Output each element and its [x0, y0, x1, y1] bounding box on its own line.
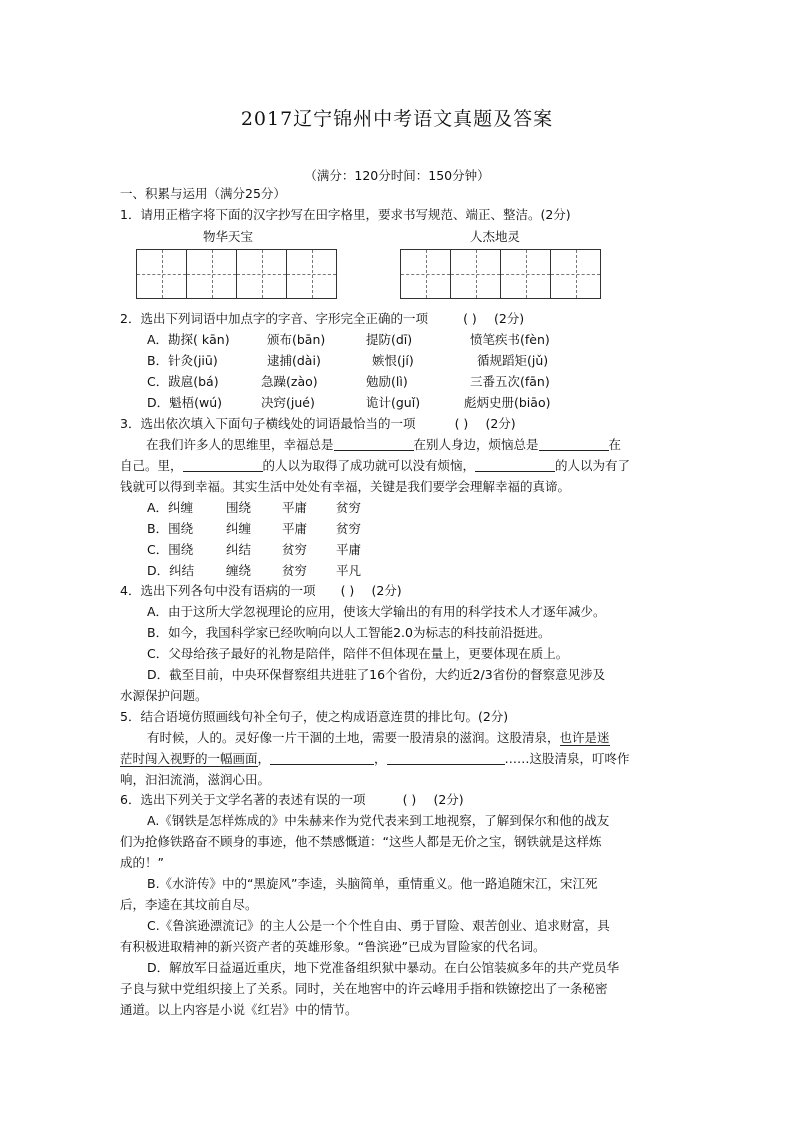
fill-blank[interactable] — [334, 436, 414, 451]
passage-text: 在 — [608, 437, 622, 452]
answer-paren[interactable]: ( ) — [463, 311, 477, 326]
q5-stem: 5．结合语境仿照画线句补全句子，使之构成语意连贯的排比句。(2分) — [120, 709, 509, 724]
answer-paren[interactable]: ( ) — [454, 416, 469, 431]
q3-passage-line-1 — [146, 436, 621, 454]
q6-stem — [120, 791, 464, 809]
underlined-text: 茫时闯入视野的一幅画面 — [120, 751, 258, 766]
q2-option-a-3: 提防(dī) — [366, 332, 413, 347]
q3-option-c-3: 贫穷 — [282, 542, 308, 557]
q6-option-a: A.《钢铁是怎样炼成的》中朱赫来作为党代表来到工地视察，了解到保尔和他的战友 — [147, 813, 610, 828]
q3-option-d-4: 平凡 — [336, 563, 362, 578]
grid-cell[interactable] — [286, 249, 337, 299]
grid-cell[interactable] — [550, 249, 601, 299]
q2-option-d-3: 诡计(guǐ) — [366, 395, 421, 410]
q2-option-b-4: 循规蹈矩(jǔ) — [477, 353, 549, 368]
q4-stem — [120, 582, 402, 600]
q3-stem-text: 3．选出依次填入下面句子横线处的词语最恰当的一项 — [120, 416, 416, 431]
writing-grid-right[interactable] — [400, 249, 600, 299]
q2-option-b-1: B．针灸(jiū) — [147, 353, 218, 368]
q6-score: (2分) — [433, 792, 464, 807]
passage-text: 的人以为有了 — [555, 458, 631, 473]
answer-paren[interactable]: ( ) — [402, 792, 417, 807]
q5-line-2 — [120, 750, 630, 768]
passage-text: 在别人身边，烦恼总是 — [413, 437, 539, 452]
passage-text: 有时候，人的。灵好像一片干涸的土地，需要一股清泉的滋润。这股清泉， — [147, 730, 560, 745]
page-title: 2017辽宁锦州中考语文真题及答案 — [240, 108, 554, 130]
passage-text: 自己。里， — [120, 458, 183, 473]
passage-text: ……这股清泉，叮咚作 — [504, 751, 630, 766]
grid-cell[interactable] — [236, 249, 287, 299]
q3-passage-line-3: 钱就可以得到幸福。其实生活中处处有幸福，关键是我们要学会理解幸福的真谛。 — [120, 479, 571, 494]
grid-cell[interactable] — [186, 249, 237, 299]
q3-option-a-3: 平庸 — [282, 500, 308, 515]
q3-option-d-3: 贫穷 — [282, 563, 308, 578]
q2-stem — [120, 310, 524, 328]
exam-subtitle: （满分：120分时间：150分钟） — [304, 168, 490, 183]
fill-blank[interactable] — [475, 457, 555, 472]
q6-option-b: B.《水浒传》中的“黑旋风”李逵，头脑简单，重情重义。他一路追随宋江，宋江死 — [147, 876, 598, 891]
q3-option-a-4: 贫穷 — [336, 500, 362, 515]
q2-option-a-2: 颁布(bān) — [267, 332, 326, 347]
q2-option-c-2: 急躁(zào) — [261, 374, 318, 389]
grid-cell[interactable] — [400, 249, 451, 299]
grid-cell[interactable] — [500, 249, 551, 299]
q3-score: (2分) — [485, 416, 516, 431]
q3-option-c-2: 纠结 — [226, 542, 252, 557]
q2-option-b-2: 逮捕(dài) — [267, 353, 321, 368]
q2-option-d-2: 决窍(jué) — [261, 395, 315, 410]
q3-option-c-4: 平庸 — [336, 542, 362, 557]
fill-blank[interactable] — [270, 750, 374, 765]
q3-option-b-1: B．围绕 — [147, 521, 194, 536]
q2-stem-text: 2．选出下列词语中加点字的字音、字形完全正确的一项 — [120, 311, 428, 326]
grid-cell[interactable] — [450, 249, 501, 299]
q6-option-d: D．解放军日益逼近重庆，地下党准备组织狱中暴动。在白公馆装疯多年的共产党员华 — [147, 960, 620, 975]
q5-line-1 — [147, 729, 610, 747]
q3-option-d-1: D．纠结 — [147, 563, 195, 578]
q4-stem-text: 4．选出下列各句中没有语病的一项 — [120, 583, 316, 598]
q2-option-c-3: 勉励(lì) — [366, 374, 408, 389]
q6-option-b-cont: 后，李逵在其坟前自尽。 — [120, 897, 258, 912]
answer-paren[interactable]: ( ) — [340, 583, 355, 598]
fill-blank[interactable] — [387, 750, 505, 765]
q2-option-c-4: 三番五次(fān) — [470, 374, 550, 389]
q5-line-3: 响，汩汩流淌，滋润心田。 — [120, 772, 271, 787]
q2-option-d-4: 彪炳史册(biāo) — [464, 395, 551, 410]
q6-option-d-cont: 子良与狱中党组织接上了关系。同时，关在地窖中的许云峰用手指和铁镣挖出了一条秘密 — [120, 981, 608, 996]
q2-option-a-1: A．勘探( kān) — [147, 332, 230, 347]
underlined-text: 也许是迷 — [559, 730, 610, 745]
q3-option-b-4: 贫穷 — [336, 521, 362, 536]
fill-blank[interactable] — [539, 436, 609, 451]
q4-option-d: D．截至目前，中央环保督察组共进驻了16个省份，大约近2/3省份的督察意见涉及 — [147, 667, 606, 682]
passage-text: 的人以为取得了成功就可以没有烦恼， — [262, 458, 476, 473]
q6-option-c: C.《鲁滨逊漂流记》的主人公是一个个性自由、勇于冒险、艰苦创业、追求财富，具 — [147, 918, 610, 933]
passage-text: ， — [257, 751, 271, 766]
q6-option-a-cont: 成的！” — [120, 855, 164, 870]
writing-grid-left[interactable] — [136, 249, 336, 299]
q3-option-a-2: 围绕 — [226, 500, 252, 515]
grid-cell[interactable] — [136, 249, 187, 299]
q3-passage-line-2 — [120, 457, 630, 475]
q2-option-c-1: C．跋扈(bá) — [147, 374, 219, 389]
q6-option-d-cont: 通道。以上内容是小说《红岩》中的情节。 — [120, 1002, 358, 1017]
q4-option-d-cont: 水源保护问题。 — [120, 688, 208, 703]
q3-stem — [120, 415, 516, 433]
q1-word-left: 物华天宝 — [203, 229, 254, 244]
q4-score: (2分) — [371, 583, 402, 598]
q2-option-b-3: 嫉恨(jí) — [372, 353, 414, 368]
q2-option-a-4: 愤笔疾书(fèn) — [470, 332, 550, 347]
passage-text: 在我们许多人的思维里，幸福总是 — [146, 437, 334, 452]
q4-option-b: B．如今，我国科学家已经吹响向以人工智能2.0为标志的科技前沿挺进。 — [147, 625, 551, 640]
q1-word-right: 人杰地灵 — [470, 229, 521, 244]
q3-option-b-3: 平庸 — [282, 521, 308, 536]
q2-score: (2分) — [493, 311, 525, 326]
q6-option-c-cont: 有积极进取精神的新兴资产者的英雄形象。“鲁滨逊”已成为冒险家的代名词。 — [120, 939, 546, 954]
q1-stem: 1．请用正楷字将下面的汉字抄写在田字格里，要求书写规范、端正、整洁。(2分) — [120, 207, 571, 222]
q3-option-c-1: C．围绕 — [147, 542, 194, 557]
q6-option-a-cont: 们为抢修铁路奋不顾身的事迹，他不禁感慨道：“这些人都是无价之宝，钢铁就是这样炼 — [120, 834, 602, 849]
q6-stem-text: 6．选出下列关于文学名著的表述有误的一项 — [120, 792, 366, 807]
section-heading: 一、积累与运用（满分25分） — [120, 186, 286, 201]
passage-text: ， — [374, 751, 387, 766]
q2-option-d-1: D．魁梧(wú) — [147, 395, 223, 410]
q3-option-d-2: 缠绕 — [226, 563, 252, 578]
q4-option-c: C．父母给孩子最好的礼物是陪伴，陪伴不但体现在量上，更要体现在质上。 — [147, 646, 569, 661]
q3-option-a-1: A．纠缠 — [147, 500, 194, 515]
q4-option-a: A．由于这所大学忽视理论的应用，使该大学输出的有用的科学技术人才逐年减少。 — [147, 604, 606, 619]
q3-option-b-2: 纠缠 — [226, 521, 252, 536]
fill-blank[interactable] — [183, 457, 263, 472]
